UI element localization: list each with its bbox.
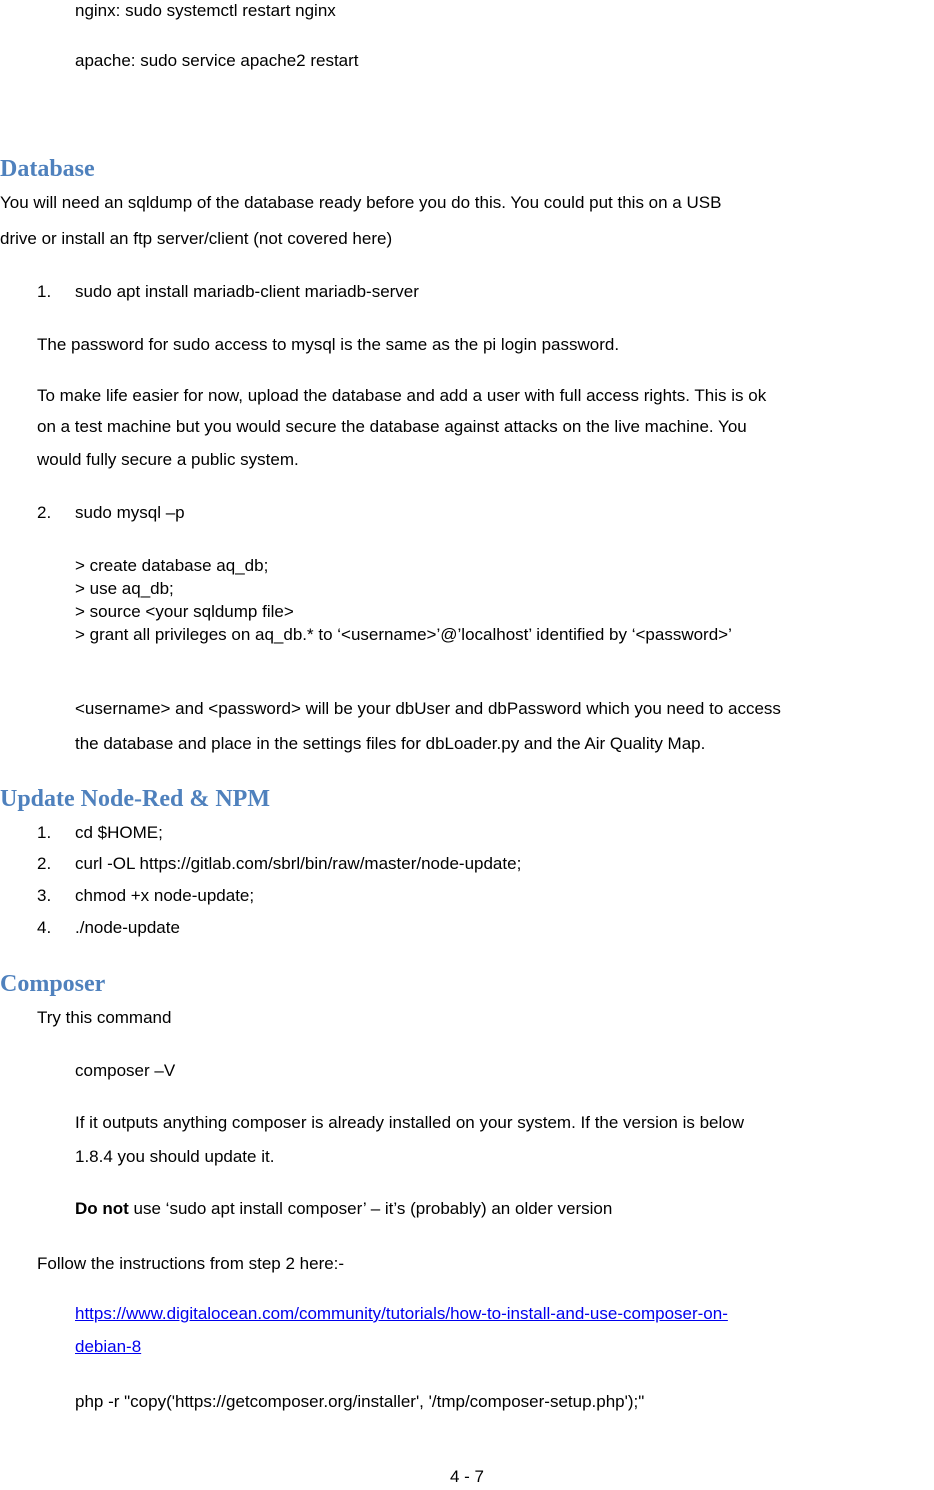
follow-instructions-line: Follow the instructions from step 2 here:- [37,1254,345,1273]
php-installer-command: php -r "copy('https://getcomposer.org/installer', '/tmp/composer-setup.php');" [75,1392,645,1411]
composer-heading: Composer [0,971,106,997]
sql-line: > source <your sqldump file> [75,602,294,621]
node-step-text: cd $HOME; [75,823,163,842]
node-step-text: curl -OL https://gitlab.com/sbrl/bin/raw/master/node-update; [75,854,522,873]
composer-warning [75,1198,612,1220]
node-step-text: chmod +x node-update; [75,886,255,905]
apache-restart-line: apache: sudo service apache2 restart [75,51,359,70]
database-intro-line-2: drive or install an ftp server/client (not covered here) [0,229,393,248]
step-2-number: 2. [37,503,52,522]
node-step-number: 3. [37,886,52,905]
life-easier-line-1: To make life easier for now, upload the database and add a user with full access rights. This is ok [37,386,767,405]
step-2-command: sudo mysql –p [75,503,185,522]
composer-version-command: composer –V [75,1061,176,1080]
digitalocean-link[interactable]: https://www.digitalocean.com/community/tutorials/how-to-install-and-use-composer-on- [75,1304,728,1323]
nginx-restart-line: nginx: sudo systemctl restart nginx [75,1,336,20]
node-step-number: 2. [37,854,52,873]
warning-text: use ‘sudo apt install composer’ – it’s (probably) an older version [128,1199,613,1218]
page-number: 4 - 7 [449,1467,485,1486]
sql-line: > use aq_db; [75,579,174,598]
digitalocean-link-line-1[interactable] [75,1303,728,1325]
credentials-line-2: the database and place in the settings files for dbLoader.py and the Air Quality Map. [75,734,706,753]
password-note: The password for sudo access to mysql is the same as the pi login password. [37,335,620,354]
node-step-number: 1. [37,823,52,842]
sql-line: > create database aq_db; [75,556,269,575]
try-command-line: Try this command [37,1008,172,1027]
life-easier-line-3: would fully secure a public system. [37,450,299,469]
node-red-heading: Update Node-Red & NPM [0,786,270,812]
digitalocean-link-continued[interactable]: debian-8 [75,1337,142,1356]
composer-output-line-2: 1.8.4 you should update it. [75,1147,275,1166]
step-1-number: 1. [37,282,52,301]
digitalocean-link-line-2[interactable] [75,1336,141,1358]
credentials-line-1: <username> and <password> will be your dbUser and dbPassword which you need to access [75,699,781,718]
node-step-text: ./node-update [75,918,180,937]
composer-output-line-1: If it outputs anything composer is already installed on your system. If the version is below [75,1113,744,1132]
database-intro-line-1: You will need an sqldump of the database ready before you do this. You could put this on a USB [0,193,722,212]
node-step-number: 4. [37,918,52,937]
sql-line: > grant all privileges on aq_db.* to ‘<username>’@’localhost’ identified by ‘<password>’ [75,625,732,644]
warning-bold-prefix: Do not [75,1199,129,1218]
step-1-command: sudo apt install mariadb-client mariadb-server [75,282,419,301]
life-easier-line-2: on a test machine but you would secure the database against attacks on the live machine. You [37,417,747,436]
database-heading: Database [0,156,95,182]
